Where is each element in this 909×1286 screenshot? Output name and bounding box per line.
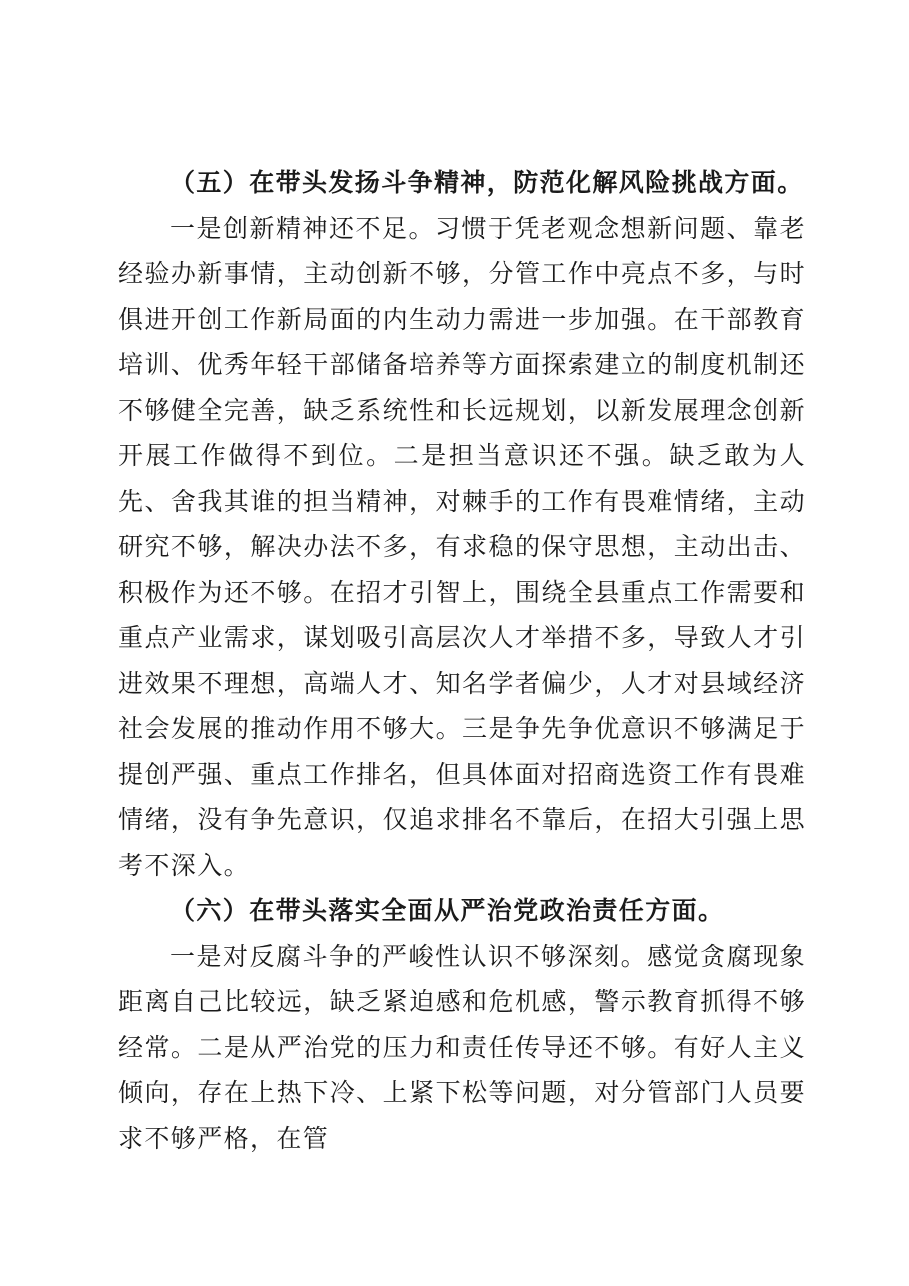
section-5-heading: （五）在带头发扬斗争精神，防范化解风险挑战方面。	[170, 168, 804, 197]
document-body	[118, 160, 806, 1161]
section-6-body: 一是对反腐斗争的严峻性认识不够深刻。感觉贪腐现象距离自己比较远，缺乏紧迫感和危机感，警示教育抓得不够经常。二是从严治党的压力和责任传导还不够。有好人主义倾向，存在上热下冷、上紧下松等问题，对分管部门人员要求不够严格，在管	[118, 941, 806, 1153]
section-6-heading: （六）在带头落实全面从严治党政治责任方面。	[170, 896, 725, 925]
section-5-body: 一是创新精神还不足。习惯于凭老观念想新问题、靠老经验办新事情，主动创新不够，分管工作中亮点不多，与时俱进开创工作新局面的内生动力需进一步加强。在干部教育培训、优秀年轻干部储备培养等方面探索建立的制度机制还不够健全完善，缺乏系统性和长远规划，以新发展理念创新开展工作做得不到位。二是担当意识还不强。缺乏敢为人先、舍我其谁的担当精神，对棘手的工作有畏难情绪，主动研究不够，解决办法不多，有求稳的保守思想，主动出击、积极作为还不够。在招才引智上，围绕全县重点工作需要和重点产业需求，谋划吸引高层次人才举措不多，导致人才引进效果不理想，高端人才、知名学者偏少，人才对县域经济社会发展的推动作用不够大。三是争先争优意识不够满足于提创严强、重点工作排名，但具体面对招商选资工作有畏难情绪，没有争先意识，仅追求排名不靠后，在招大引强上思考不深入。	[118, 213, 806, 880]
